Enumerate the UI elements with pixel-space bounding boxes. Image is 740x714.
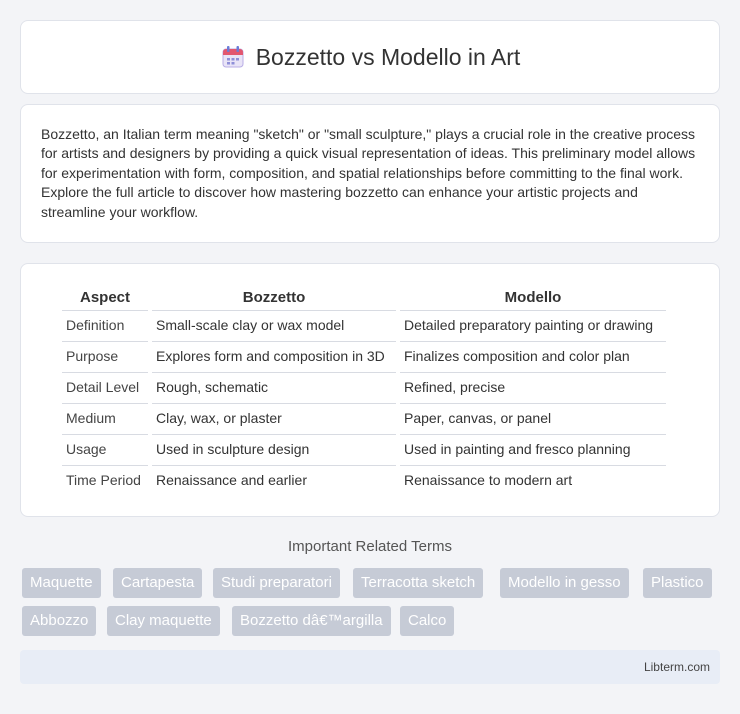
footer: [20, 650, 720, 684]
table-cell-aspect: Time Period: [62, 465, 148, 494]
table-cell-modello: Finalizes composition and color plan: [400, 341, 666, 370]
table-cell-bozzetto: Rough, schematic: [152, 372, 396, 401]
intro-text: Bozzetto, an Italian term meaning "sketch" or "small sculpture," plays a crucial role in the creative process for artists and designers by providing a quick visual representation of ideas. This preliminary model allows for experimentation with form, composition, and spatial relationships before committing to the final work. Explore the full article to discover how mastering bozzetto can enhance your artistic projects and streamline your workflow.: [41, 126, 696, 220]
header-aspect: Aspect: [79, 288, 131, 306]
related-terms-title: Important Related Terms: [288, 538, 452, 555]
header-bozzetto: Bozzetto: [242, 288, 306, 306]
table-row: [62, 310, 666, 339]
intro-card: [20, 104, 720, 243]
table-cell-bozzetto: Used in sculpture design: [152, 434, 396, 463]
tag-terracotta-sketch[interactable]: Terracotta sketch: [353, 568, 483, 598]
page-title: Bozzetto vs Modello in Art: [255, 43, 521, 70]
table-cell-aspect: Purpose: [62, 341, 148, 370]
table-row: [62, 403, 666, 432]
footer-site-link[interactable]: Libterm.com: [643, 660, 710, 674]
tag-abbozzo[interactable]: Abbozzo: [22, 606, 96, 636]
table-cell-modello: Used in painting and fresco planning: [400, 434, 666, 463]
comparison-table: [58, 284, 670, 496]
tag-studi-preparatori[interactable]: Studi preparatori: [213, 568, 340, 598]
table-cell-bozzetto: Renaissance and earlier: [152, 465, 396, 494]
table-cell-modello: Paper, canvas, or panel: [400, 403, 666, 432]
calendar-icon: [220, 44, 246, 70]
table-cell-aspect: Usage: [62, 434, 148, 463]
tag-bozzetto-dargilla[interactable]: Bozzetto dâ€™argilla: [232, 606, 391, 636]
table-cell-aspect: Medium: [62, 403, 148, 432]
header-card: [20, 20, 720, 94]
table-row: [62, 372, 666, 401]
comparison-table-card: [20, 263, 720, 517]
table-cell-modello: Detailed preparatory painting or drawing: [400, 310, 666, 339]
table-cell-bozzetto: Explores form and composition in 3D: [152, 341, 396, 370]
table-cell-aspect: Detail Level: [62, 372, 148, 401]
table-cell-bozzetto: Clay, wax, or plaster: [152, 403, 396, 432]
tag-maquette[interactable]: Maquette: [22, 568, 101, 598]
table-cell-aspect: Definition: [62, 310, 148, 339]
table-cell-modello: Renaissance to modern art: [400, 465, 666, 494]
table-row: [62, 465, 666, 494]
tag-clay-maquette[interactable]: Clay maquette: [107, 606, 220, 636]
tag-modello-in-gesso[interactable]: Modello in gesso: [500, 568, 629, 598]
tag-plastico[interactable]: Plastico: [643, 568, 712, 598]
table-row: [62, 341, 666, 370]
tag-calco[interactable]: Calco: [400, 606, 454, 636]
table-cell-bozzetto: Small-scale clay or wax model: [152, 310, 396, 339]
header-modello: Modello: [504, 288, 562, 306]
table-cell-modello: Refined, precise: [400, 372, 666, 401]
table-row: [62, 434, 666, 463]
tag-cartapesta[interactable]: Cartapesta: [113, 568, 202, 598]
table-header-row: [62, 286, 666, 308]
